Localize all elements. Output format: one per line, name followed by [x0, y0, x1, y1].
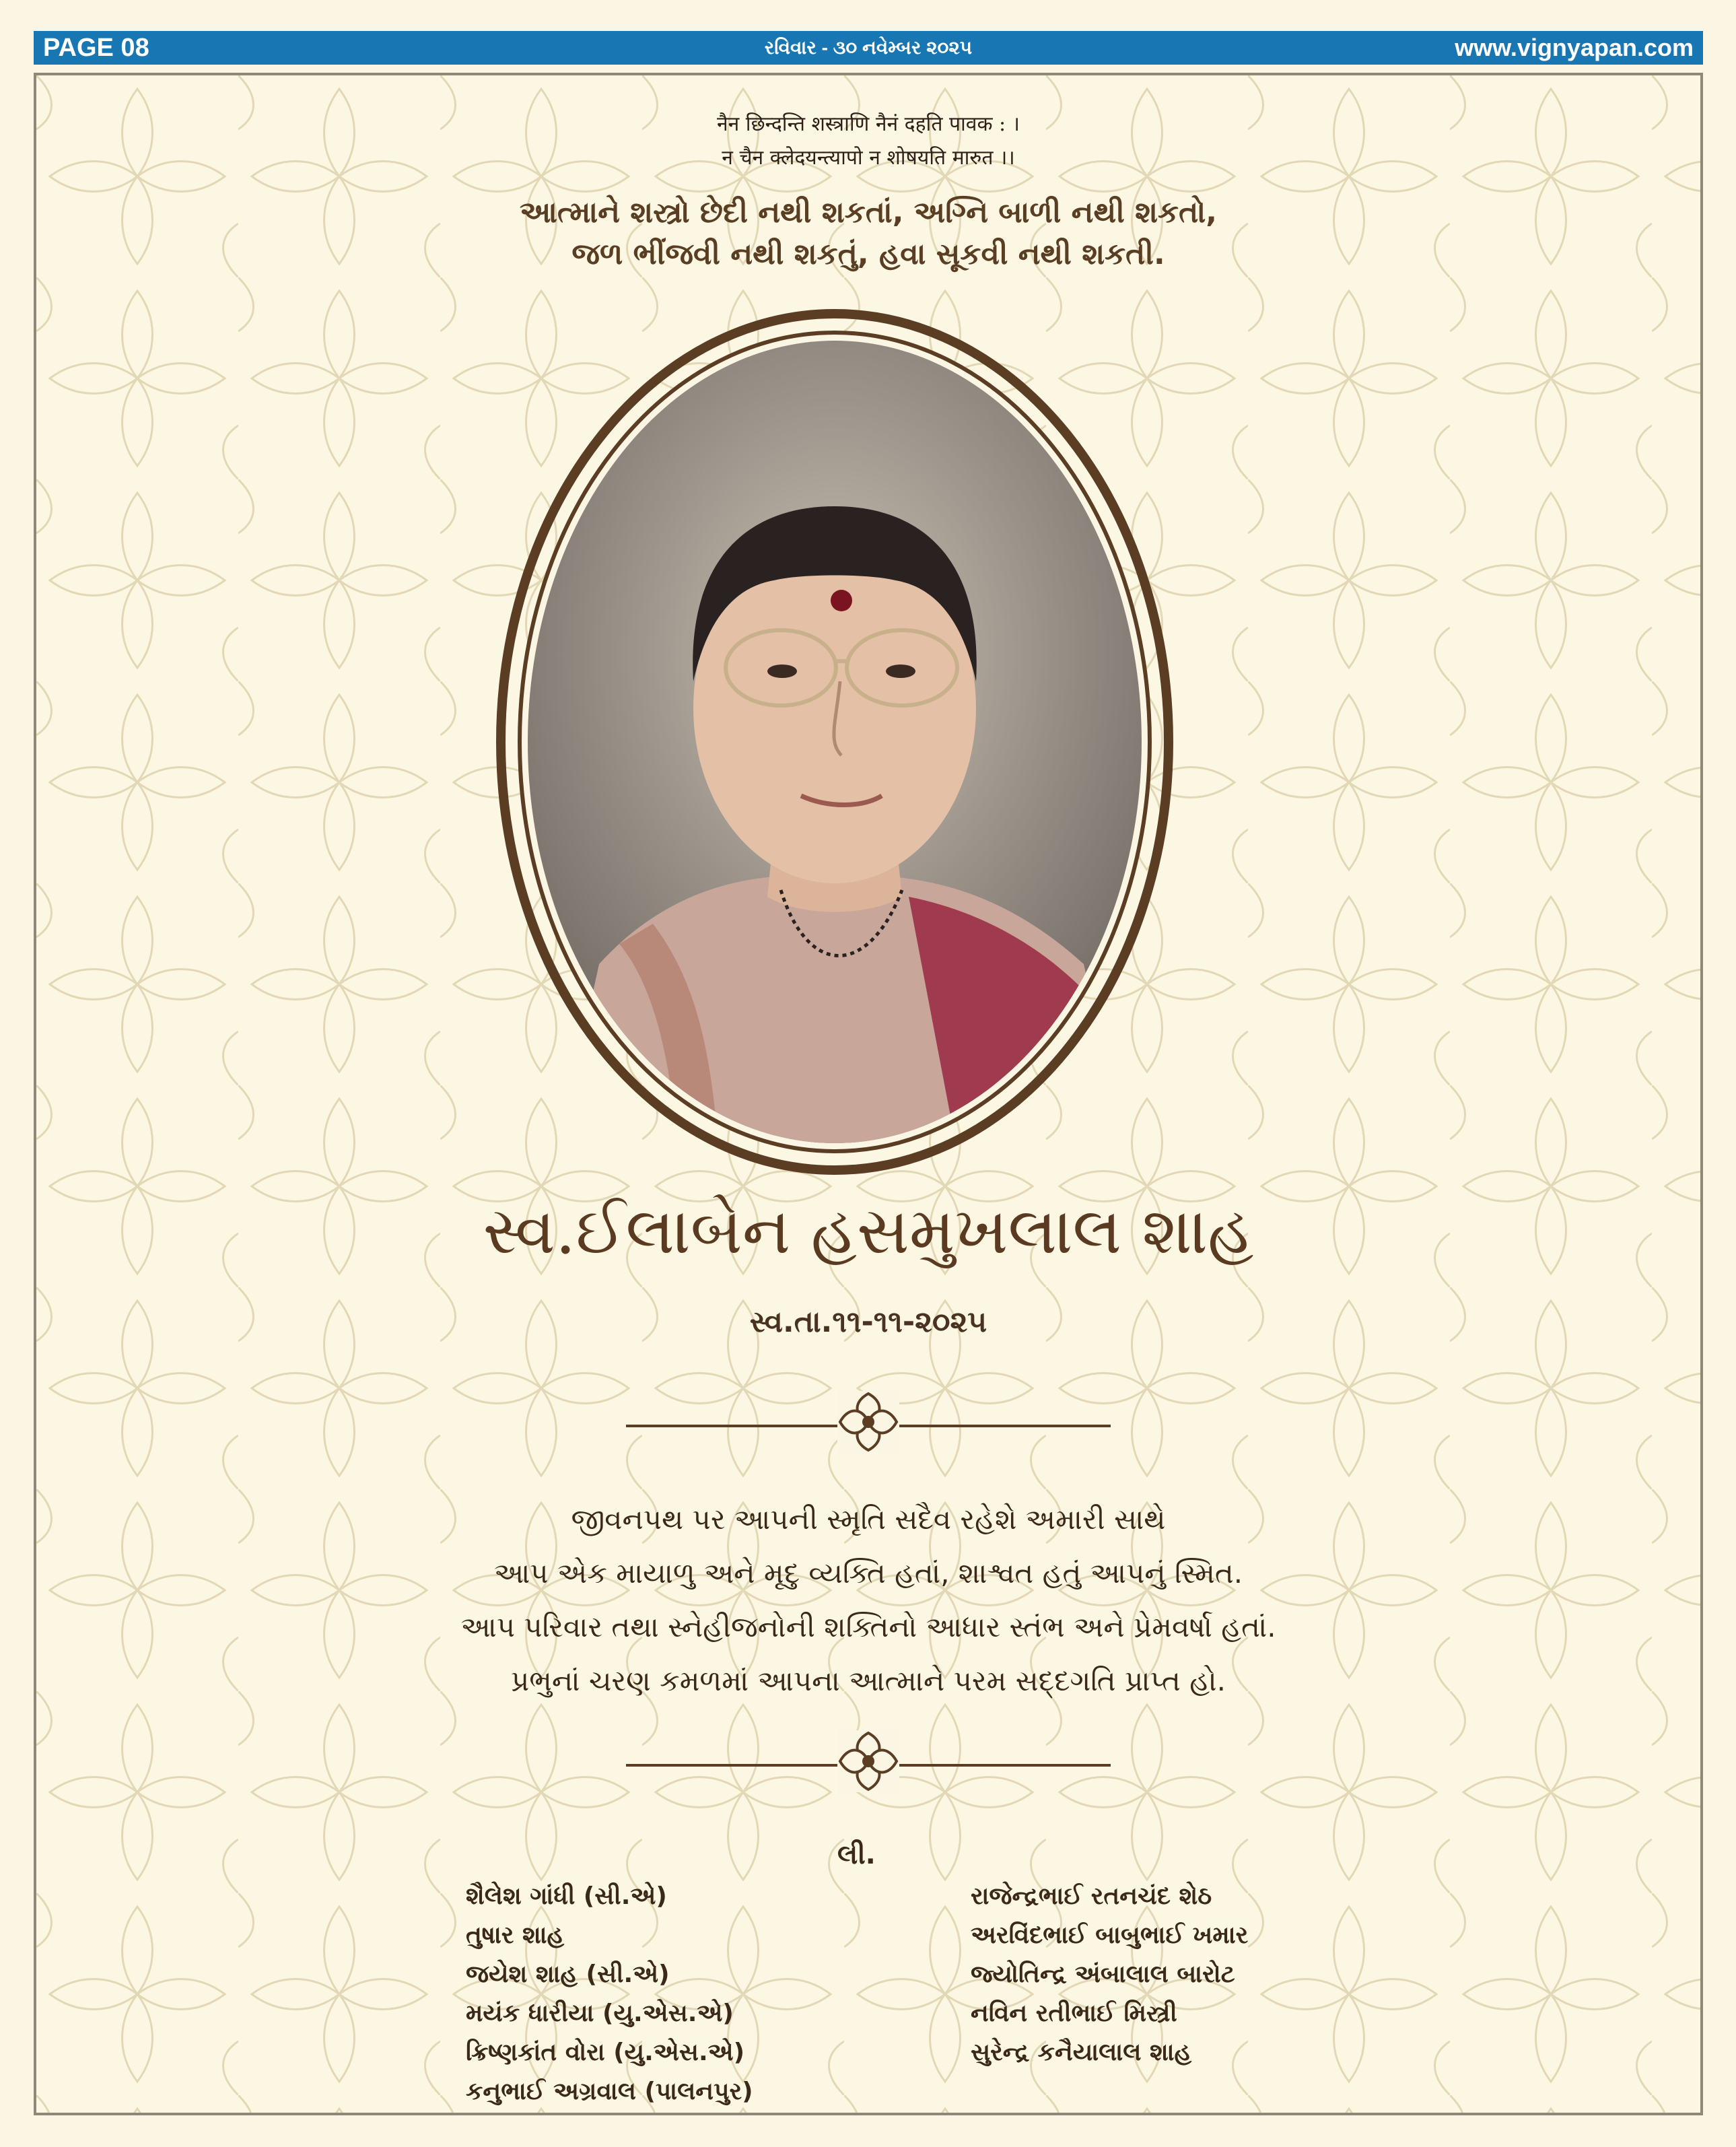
message-line-4: પ્રભુનાં ચરણ કમળમાં આપના આત્માને પરમ સદ્દગતિ પ્રાપ્ત હો.	[511, 1664, 1226, 1697]
signed-by-label: લી.	[837, 1839, 876, 1870]
sanskrit-shloka-line-2: न चैन क्लेदयन्त्यापो न शोषयति मारुत ।।	[722, 146, 1015, 170]
gujarati-translation-line-1: આત્માને શસ્ત્રો છેદી નથી શકતાં, અગ્નિ બાળી નથી શકતો,	[520, 195, 1217, 230]
portrait-photo	[491, 304, 1178, 1180]
deceased-name: સ્વ.ઈલાબેન હસમુખલાલ શાહ	[483, 1193, 1254, 1268]
signatory-name: ક્રિષ્ણકાંત વોરા (યુ.એસ.એ)	[466, 2039, 745, 2066]
message-line-3: આપ પરિવાર તથા સ્નેહીજનોની શક્તિનો આધાર સ્તંભ અને પ્રેમવર્ષા હતાં.	[460, 1610, 1276, 1643]
signatory-name: જયેશ શાહ (સી.એ)	[466, 1961, 670, 1988]
signatory-name: સુરેન્દ્ર કનૈયાલાલ શાહ	[971, 2039, 1192, 2066]
signatories-right	[971, 1877, 1248, 2072]
header-date: રવિવાર - ૩૦ નવેમ્બર ૨૦૨૫	[764, 37, 973, 58]
sanskrit-shloka-line-1: नैन छिन्दन्ति शस्त्राणि नैनं दहति पावक : ।	[716, 112, 1020, 136]
ornament-divider	[626, 1383, 1111, 1457]
obituary-advertisement	[34, 73, 1703, 2115]
message-line-1: જીવનપથ પર આપની સ્મૃતિ સદૈવ રહેશે અમારી સાથે	[571, 1503, 1166, 1536]
signatory-name: નવિન રતીભાઈ મિસ્ત્રી	[971, 2000, 1177, 2027]
signatory-name: કનુભાઈ અગ્રવાલ (પાલનપુર)	[466, 2078, 753, 2105]
signatory-name: અરવિંદભાઈ બાબુભાઈ ખમાર	[971, 1921, 1249, 1949]
date-of-passing: સ્વ.તા.૧૧-૧૧-૨૦૨૫	[749, 1305, 987, 1339]
signatory-name: શૈલેશ ગાંધી (સી.એ)	[466, 1882, 667, 1910]
signatories-left	[466, 1877, 753, 2111]
gujarati-translation-line-2: જળ ભીંજવી નથી શકતું, હવા સૂકવી નથી શકતી.	[571, 237, 1165, 271]
header-bar	[34, 31, 1703, 65]
website-url[interactable]: www.vignyapan.com	[1455, 34, 1694, 61]
signatory-name: તુષાર શાહ	[466, 1921, 565, 1949]
ornament-divider	[626, 1722, 1111, 1796]
message-line-2: આપ એક માયાળુ અને મૃદુ વ્યક્તિ હતાં, શાશ્વત હતું આપનું સ્મિત.	[493, 1557, 1243, 1590]
portrait-oval-frame	[491, 304, 1178, 1180]
page-number: PAGE 08	[43, 34, 149, 62]
signatory-name: રાજેન્દ્રભાઈ રતનચંદ શેઠ	[971, 1882, 1212, 1910]
signatory-name: મયંક ધારીયા (યુ.એસ.એ)	[466, 2000, 734, 2027]
signatory-name: જ્યોતિન્દ્ર અંબાલાલ બારોટ	[971, 1961, 1235, 1988]
